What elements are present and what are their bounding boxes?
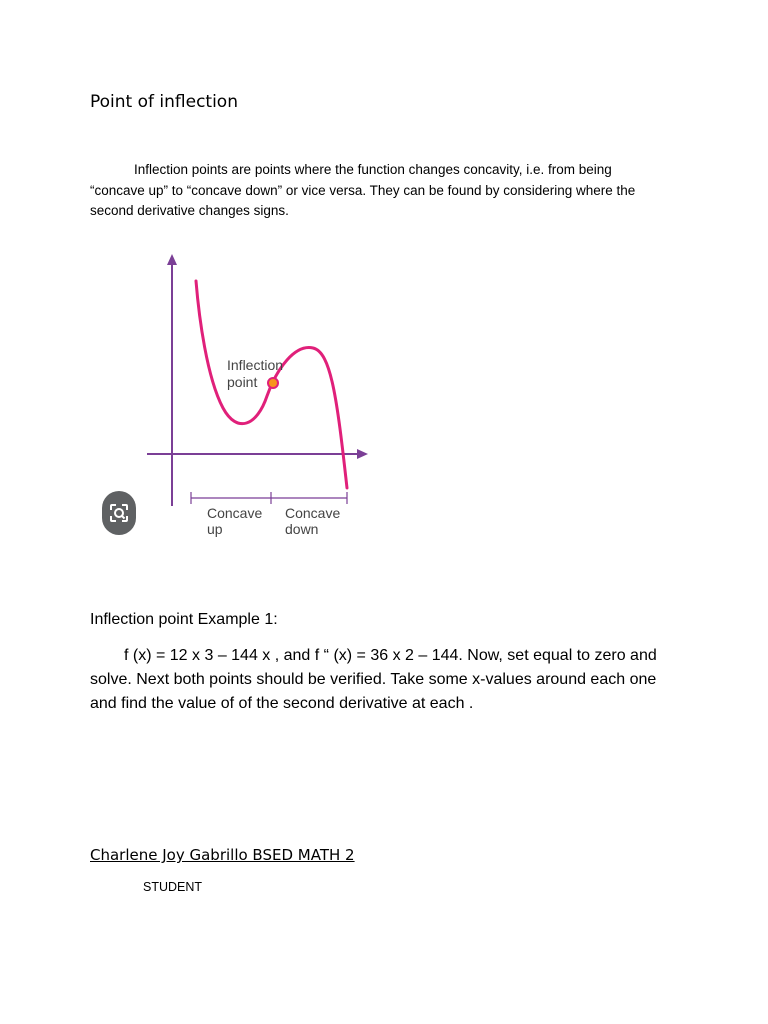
intro-paragraph <box>90 160 670 222</box>
inflection-label-line2: point <box>227 374 258 390</box>
concave-down-label-line1: Concave <box>285 505 341 521</box>
inflection-diagram <box>95 248 455 548</box>
intro-text: Inflection points are points where the function changes concavity, i.e. from being “concave up” to “concave down” or vice versa. They can be found by considering where the second derivative changes signs. <box>90 162 636 218</box>
inflection-label-line1: Inflection <box>227 357 284 373</box>
example-paragraph <box>90 644 680 716</box>
lens-icon <box>108 502 130 524</box>
x-axis-arrow <box>357 449 368 459</box>
concave-down-label-line2: down <box>285 521 319 537</box>
y-axis-arrow <box>167 254 177 265</box>
example-heading: Inflection point Example 1: <box>90 611 278 628</box>
lens-search-button[interactable] <box>102 491 136 535</box>
inflection-figure <box>95 248 455 548</box>
concave-up-label-line1: Concave <box>207 505 263 521</box>
author-name: Charlene Joy Gabrillo BSED MATH 2 <box>90 846 355 864</box>
author-role: STUDENT <box>143 880 203 894</box>
page-title: Point of inflection <box>90 92 238 112</box>
concave-up-label-line2: up <box>207 521 223 537</box>
inflection-point-marker <box>268 378 278 388</box>
example-text: f (x) = 12 x 3 – 144 x , and f “ (x) = 36 x 2 – 144. Now, set equal to zero and solve. Next both points should be verified. Take some x-values around each one and find the value of of the second derivative at each . <box>90 647 657 712</box>
